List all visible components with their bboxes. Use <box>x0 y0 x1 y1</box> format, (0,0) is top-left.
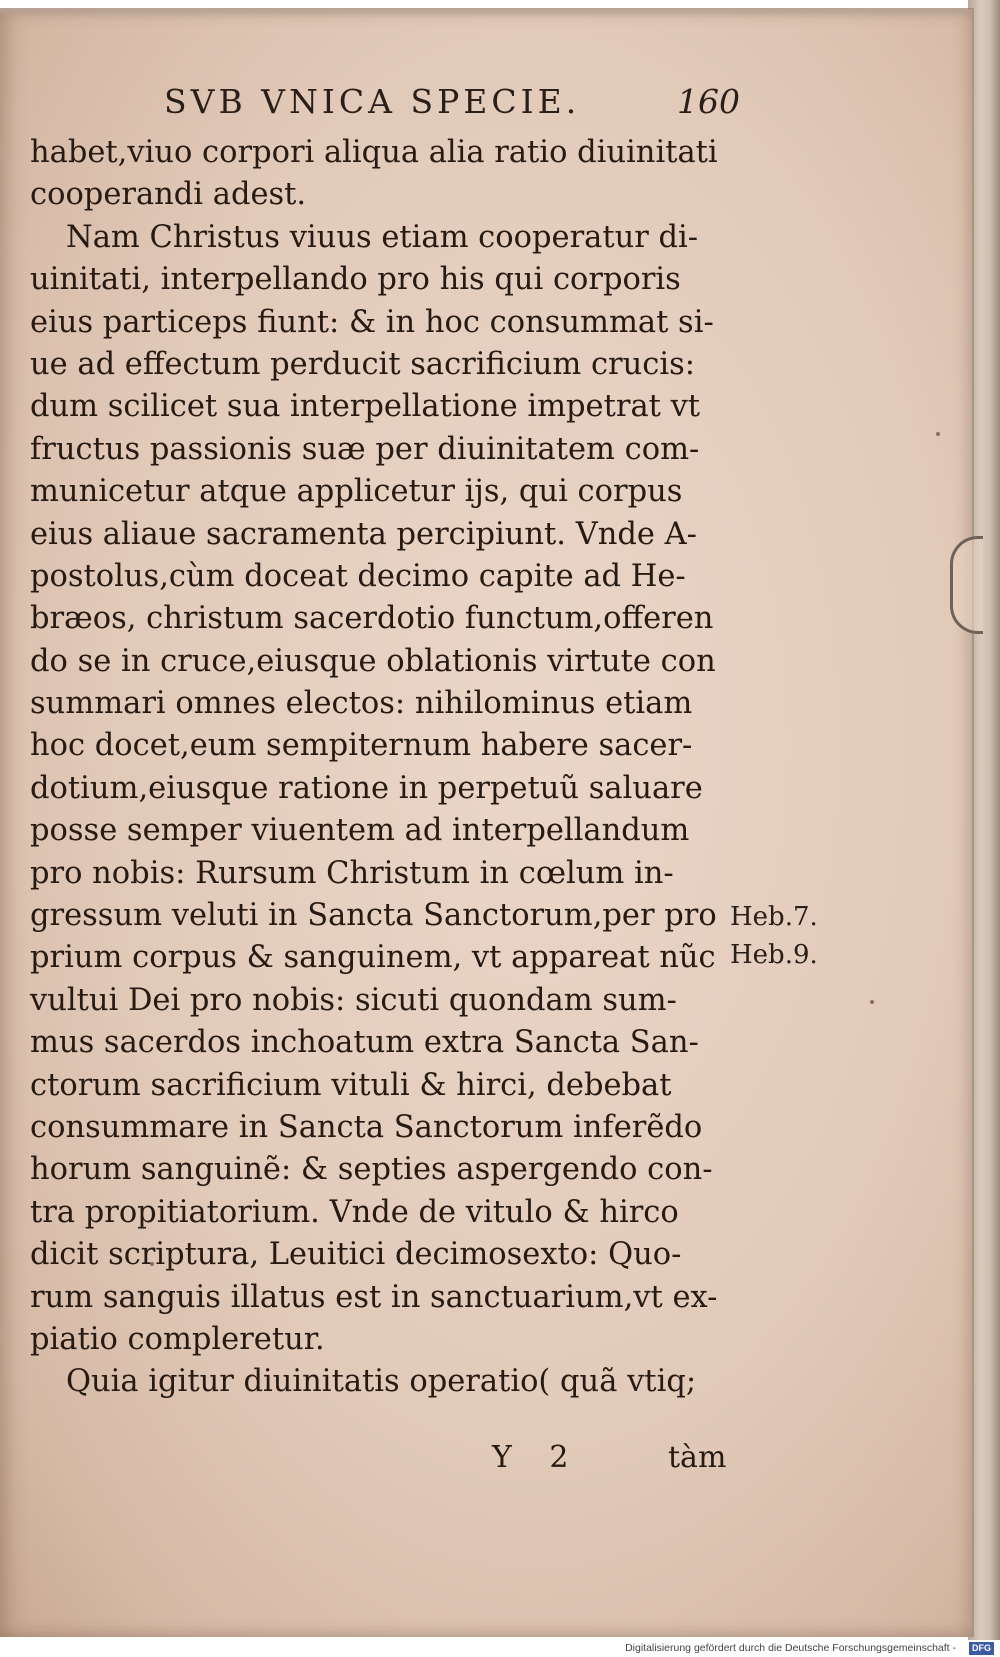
page-clip <box>950 536 983 634</box>
text-line: piatio compleretur. <box>30 1321 325 1357</box>
text-line: municetur atque applicetur ijs, qui corpus <box>30 474 683 510</box>
text-line: eius particeps fiunt: & in hoc consummat si- <box>30 304 714 340</box>
running-head <box>150 82 740 128</box>
paper-speck <box>936 432 940 436</box>
catchword: tàm <box>668 1440 727 1475</box>
text-line: dotium,eiusque ratione in perpetuũ saluare <box>30 770 703 806</box>
text-line: mus sacerdos inchoatum extra Sancta San- <box>30 1025 699 1061</box>
running-title: SVB VNICA SPECIE. <box>164 82 581 121</box>
text-line: gressum veluti in Sancta Sanctorum,per pro <box>30 898 717 934</box>
text-line: vultui Dei pro nobis: sicuti quondam sum- <box>30 982 677 1018</box>
page-footer <box>30 1440 730 1490</box>
text-line: ctorum sacrificium vituli & hirci, debebat <box>30 1067 672 1103</box>
text-line: bræos, christum sacerdotio functum,offeren <box>30 601 714 637</box>
text-line: hoc docet,eum sempiternum habere sacer- <box>30 728 693 764</box>
page-number: 160 <box>677 82 740 121</box>
body-text <box>30 132 730 1404</box>
text-line: cooperandi adest. <box>30 177 307 213</box>
page-top-shadow <box>0 8 968 18</box>
text-line: Nam Christus viuus etiam cooperatur di- <box>66 219 699 255</box>
text-line: pro nobis: Rursum Christum in cœlum in- <box>30 855 674 891</box>
text-line: postolus,cùm doceat decimo capite ad He- <box>30 558 686 594</box>
dfg-logo: DFG <box>969 1642 994 1655</box>
digitization-credit: Digitalisierung gefördert durch die Deutsche Forschungsgemeinschaft - <box>625 1642 956 1654</box>
text-line: posse semper viuentem ad interpellandum <box>30 813 690 849</box>
text-line: consummare in Sancta Sanctorum inferẽdo <box>30 1109 703 1145</box>
text-line: fructus passionis suæ per diuinitatem com- <box>30 431 700 467</box>
text-line: dicit scriptura, Leuitici decimosexto: Quo- <box>30 1237 682 1273</box>
text-line: tra propitiatorium. Vnde de vitulo & hirco <box>30 1194 679 1230</box>
text-line: Quia igitur diuinitatis operatio( quã vtiq; <box>66 1364 697 1400</box>
text-line: habet,viuo corpori aliqua alia ratio diuinitati <box>30 135 718 170</box>
text-line: eius aliaue sacramenta percipiunt. Vnde A- <box>30 516 697 552</box>
text-line: ue ad effectum perducit sacrificium crucis: <box>30 346 696 382</box>
text-line: uinitati, interpellando pro his qui corporis <box>30 262 681 298</box>
text-line: rum sanguis illatus est in sanctuarium,vt ex- <box>30 1279 718 1315</box>
text-line: do se in cruce,eiusque oblationis virtute con <box>30 643 716 679</box>
text-line: summari omnes electos: nihilominus etiam <box>30 686 693 722</box>
marginalia <box>730 898 818 974</box>
text-line: prium corpus & sanguinem, vt appareat nũc <box>30 940 716 976</box>
marginal-note-hebrews-9: Heb.9. <box>730 940 818 970</box>
text-line: horum sanguinẽ: & septies aspergendo con- <box>30 1152 713 1188</box>
marginal-note-hebrews-7: Heb.7. <box>730 902 818 932</box>
signature-mark: Y 2 <box>492 1440 583 1475</box>
paper-speck <box>870 1000 874 1004</box>
text-line: dum scilicet sua interpellatione impetrat vt <box>30 389 701 425</box>
